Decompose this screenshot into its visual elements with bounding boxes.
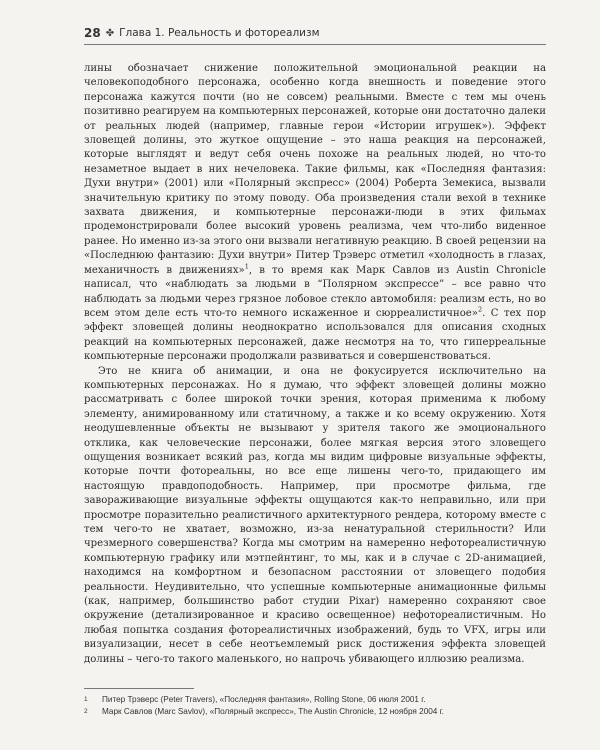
ornament-icon: ✤ xyxy=(105,27,115,39)
footnote xyxy=(84,706,546,718)
footnote-number: 2 xyxy=(84,708,88,715)
footnote-text: Марк Савлов (Marc Savlov), «Полярный экспресс», The Austin Chronicle, 12 ноября 2004 г. xyxy=(102,707,444,716)
footnotes xyxy=(84,694,546,718)
footnote-number: 1 xyxy=(84,696,88,703)
header-rule xyxy=(84,44,546,45)
body-text xyxy=(84,62,546,667)
running-header xyxy=(84,26,546,40)
footnote-rule xyxy=(84,688,194,689)
paragraph-1-part-b: , в то время как Марк Савлов из Austin Chronicle написал, что «наблюдать за людьми в “Полярном экспрессе” – все равно что наблюдать за людьми через грязное лобовое стекло автомобиля: реализм есть, но во всем этом деле есть что-то немного искаженное и сюрреалистичное» xyxy=(84,264,547,319)
chapter-title: Глава 1. Реальность и фотореализм xyxy=(119,27,320,39)
paragraph-1-part-c: . С тех пор эффект зловещей долины неоднократно использовался для описания сходных реакций на компьютерных персонажей, даже несмотря на то, что гиперреальные компьютерные персонажи продолжали развиваться и совершенствоваться. xyxy=(84,307,546,363)
footnote xyxy=(84,694,546,706)
page-number: 28 xyxy=(84,26,101,40)
footnote-ref-1[interactable]: 1 xyxy=(244,262,249,271)
paragraph-1-part-a: лины обозначает снижение положительной эмоциональной реакции на человекоподобного персонажа, особенно когда внешность и поведение этого персонажа кажутся почти (но не совсем) реальными. Вместе с тем мы очень позитивно реагируем на компьютерных персонажей, которые они достаточно далеки от реальных людей (например, главные герои «Истории игрушек»). Эффект зловещей долины, это жуткое ощущение – это наша реакция на персонажей, которые выглядят и ведут себя очень похоже на реальных людей, но что-то незаметное выдает в них нечеловека. Такие фильмы, как «Последняя фантазия: Духи внутри» (2001) или «Полярный экспресс» (2004) Роберта Земекиса, вызвали значительную критику по этому поводу. Оба произведения стали вехой в технике захвата движения, и компьютерные персонажи-люди в этих фильмах продемонстрировали более высокий уровень реализма, чем что-либо виденное ранее. Но именно из-за этого они вызвали негативную реакцию. В своей рецензии на «Последнюю фантазию: Духи внутри» Питер Трэверс отметил «холодность в глазах, механичность в движениях» xyxy=(84,63,546,276)
footnote-text: Питер Трэверс (Peter Travers), «Последняя фантазия», Rolling Stone, 06 июля 2001 г. xyxy=(102,695,426,704)
paragraph-2: Это не книга об анимации, и она не фокусируется исключительно на компьютерных персонажах. Но я думаю, что эффект зловещей долины можно рассматривать с более широкой точки зрения, которая применима к любому элементу, анимированному или статичному, а также и ко всему окружению. Хотя неодушевленные объекты не вызывают у зрителя такого же эмоционального отклика, как человеческие персонажи, более мягкая версия этого зловещего ощущения возникает всякий раз, когда мы видим цифровые визуальные эффекты, которые почти фотореальны, но все еще лишены чего-то, придающего им настоящую правдоподобность. Например, при просмотре фильма, где завораживающие визуальные эффекты ощущаются как-то неправильно, или при просмотре поразительно реалистичного архитектурного рендера, которому вместе с тем чего-то не хватает, возможно, из-за ненатуральной стерильности? Или чрезмерного совершенства? Когда мы смотрим на намеренно нефотореалистичную компьютерную графику или мэтпейнтинг, то мы, как и в случае с 2D-анимацией, находимся на комфортном и безопасном расстоянии от зловещего подобия реальности. Неудивительно, что успешные компьютерные анимационные фильмы (как, например, большинство работ студии Pixar) намеренно сохраняют свое окружение (детализированное и красиво освещенное) нефотореалистичным. Но любая попытка создания фотореалистичных изображений, будь то VFX, игры или визуализации, несет в себе неотъемлемый риск достижения эффекта зловещей долины – чего-то такого маленького, но напрочь убивающего иллюзию реализма. xyxy=(84,365,546,665)
footnote-ref-2[interactable]: 2 xyxy=(477,305,483,314)
paragraph-1 xyxy=(84,62,546,365)
